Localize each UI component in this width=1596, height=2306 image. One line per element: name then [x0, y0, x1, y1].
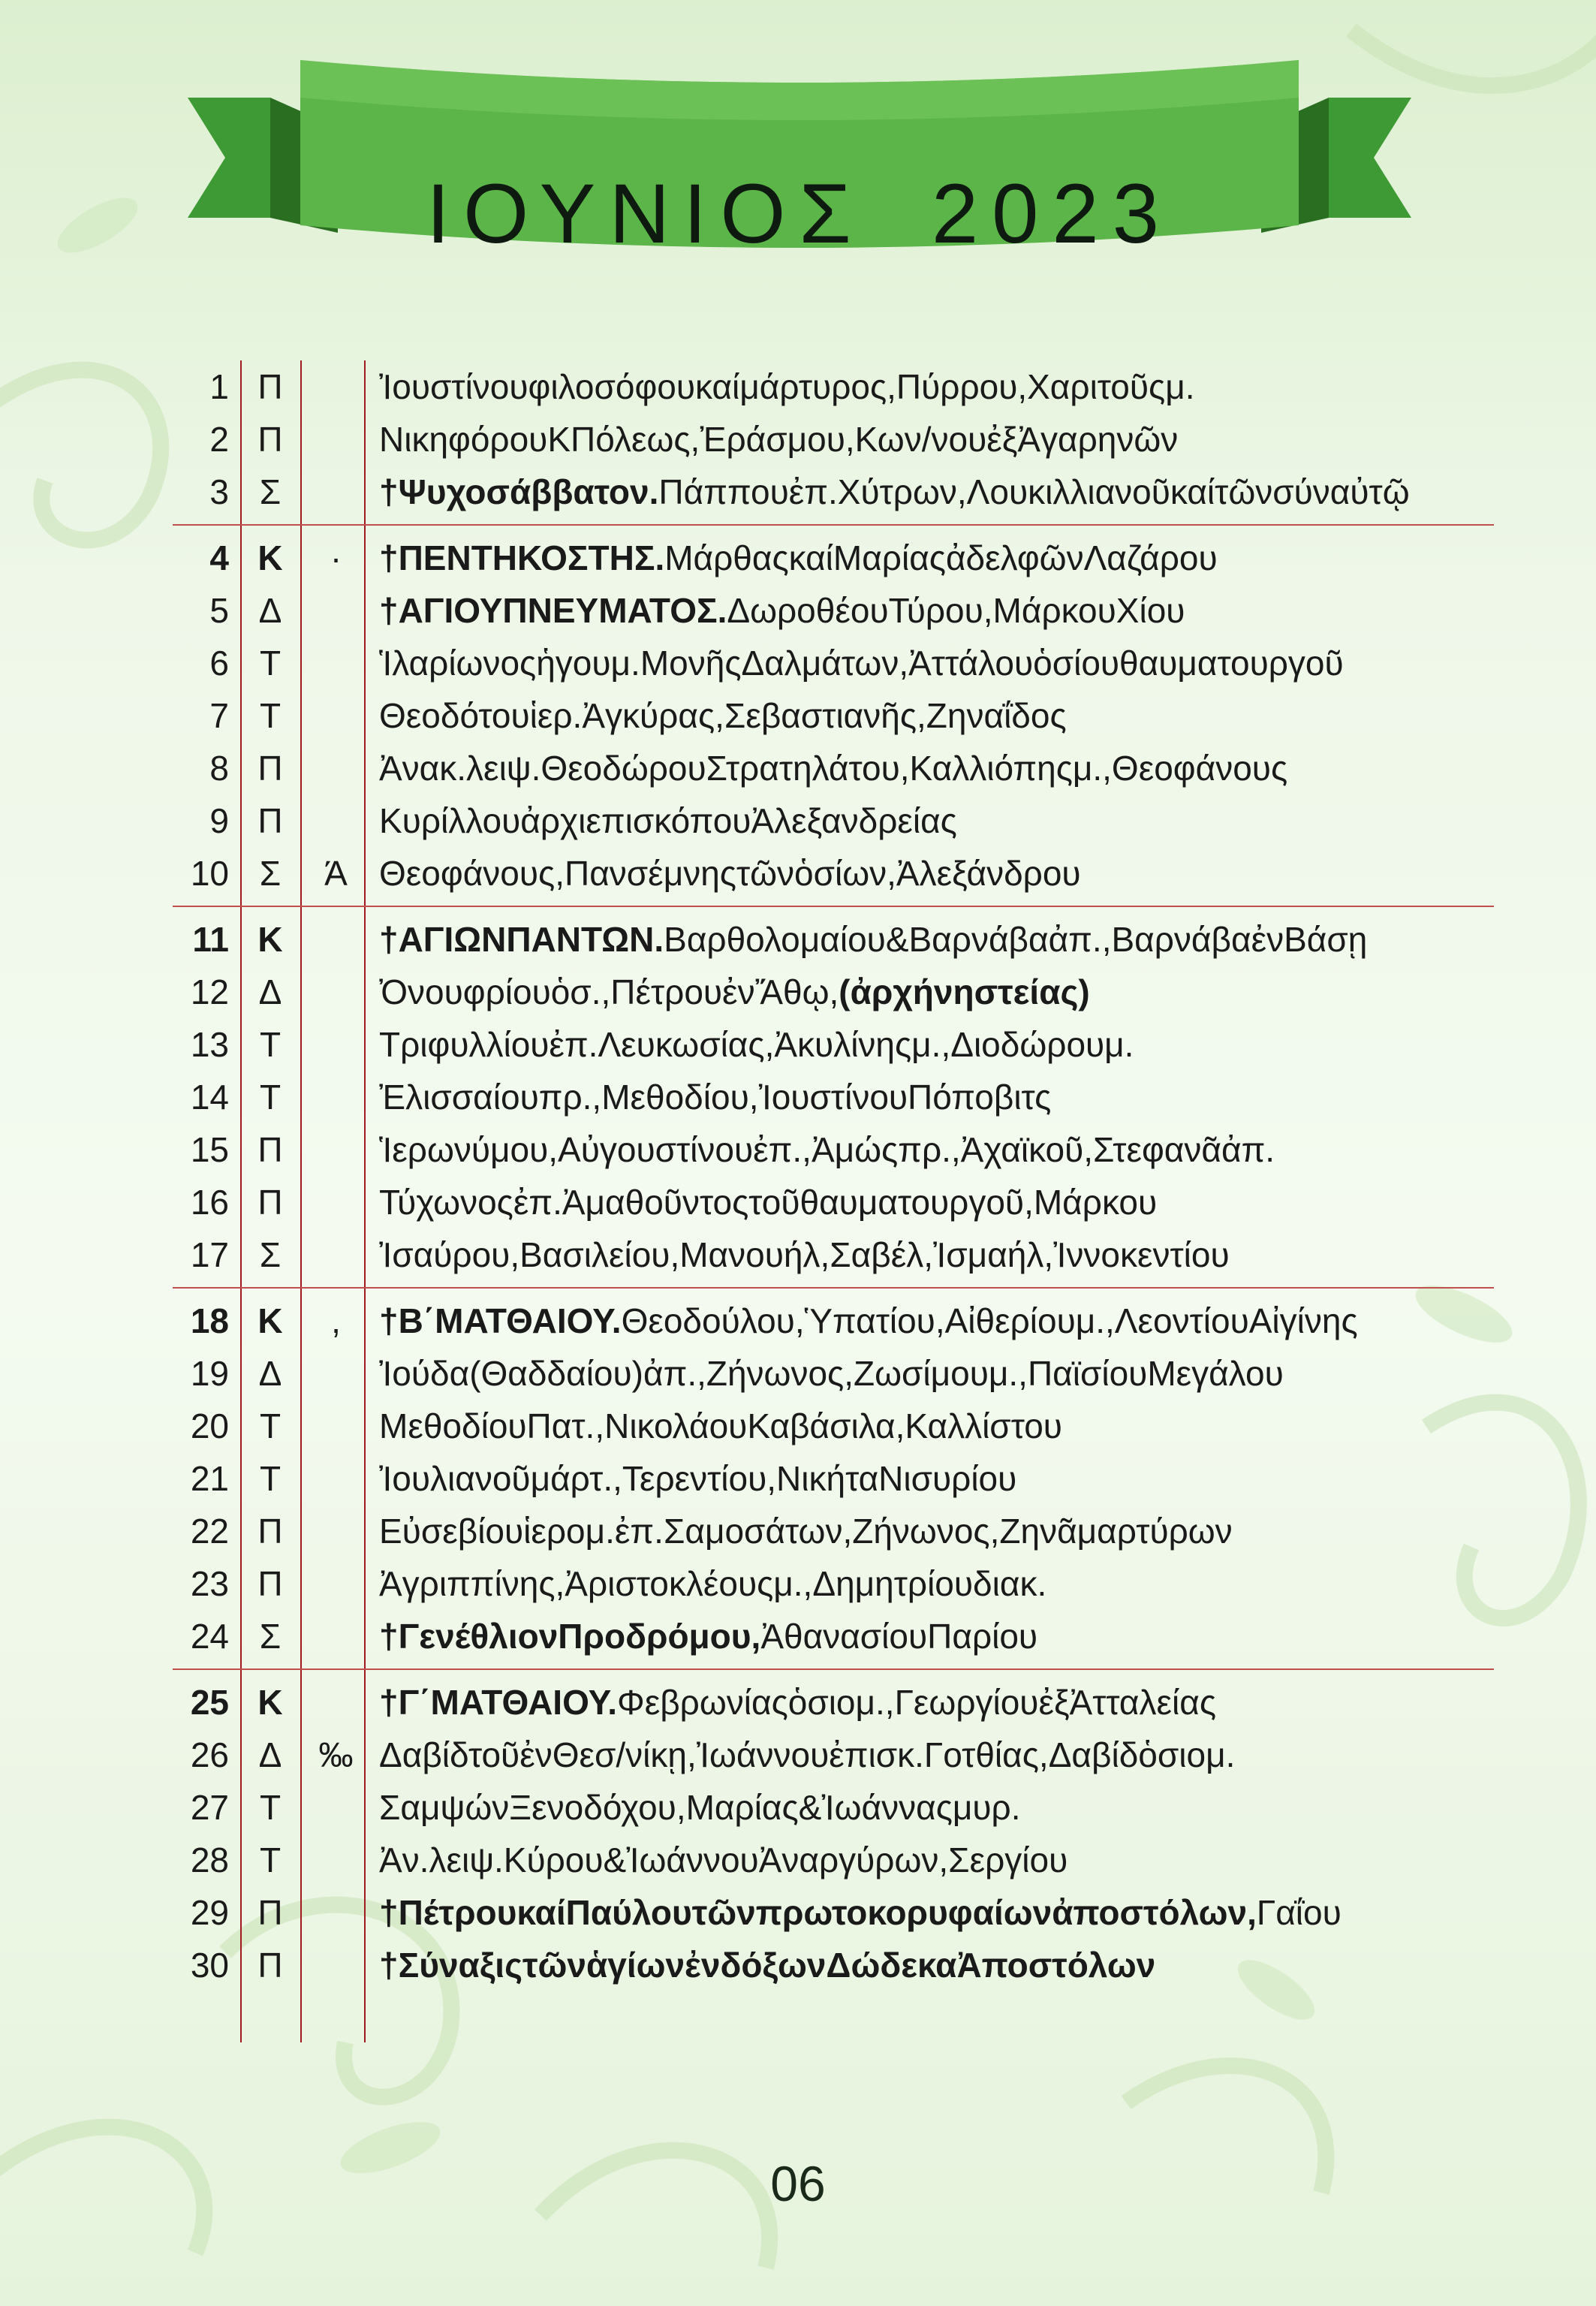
day-number: 5 — [209, 591, 229, 630]
saints-text — [372, 1682, 1216, 1723]
day-number: 2 — [209, 420, 229, 459]
weekday-letter: Σ — [259, 1235, 282, 1274]
day-row — [173, 794, 1494, 847]
feast-bold-text: †ΣύναξιςτῶνἁγίωνἐνδόξωνΔώδεκαἈποστόλων — [379, 1946, 1156, 1985]
day-number: 16 — [190, 1183, 229, 1222]
saints-text — [372, 1129, 1275, 1170]
saints-text — [372, 1787, 1021, 1828]
saints-names: Ἀγριππίνης,Ἀριστοκλέουςμ.,Δημητρίουδιακ. — [379, 1564, 1047, 1603]
saints-names: ΜεθοδίουΠατ.,ΝικολάουΚαβάσιλα,Καλλίστου — [379, 1406, 1062, 1445]
saints-names: Τριφυλλίουἐπ.Λευκωσίας,Ἀκυλίνηςμ.,Διοδώρουμ. — [379, 1025, 1134, 1064]
weekday-letter: Π — [257, 1183, 283, 1222]
weekday-letter: Δ — [258, 1354, 282, 1393]
feast-bold-text: †Β΄ΜΑΤΘΑΙΟΥ. — [379, 1301, 622, 1340]
weekday-letter: Τ — [259, 1025, 282, 1064]
saints-names: ΣαμψώνΞενοδόχου,Μαρίας&Ἰωάνναςμυρ. — [379, 1788, 1021, 1827]
weekday-letter: Τ — [259, 1406, 282, 1445]
saints-text — [372, 1301, 1358, 1341]
day-mark: Ά — [324, 854, 348, 893]
weekday-letter: Κ — [257, 920, 283, 959]
saints-names: Βαρθολομαίου&Βαρνάβαἀπ.,ΒαρνάβαἐνΒάσῃ — [664, 920, 1368, 959]
saints-text — [372, 1892, 1342, 1933]
weekday-letter: Τ — [259, 1788, 282, 1827]
day-row — [173, 466, 1494, 518]
day-number: 17 — [190, 1235, 229, 1274]
day-row — [173, 847, 1494, 900]
feast-bold-text: †Ψυχοσάββατον. — [379, 472, 659, 511]
day-number: 26 — [190, 1735, 229, 1774]
feast-bold-text: †Γ΄ΜΑΤΘΑΙΟΥ. — [379, 1683, 617, 1722]
saints-names: ἈθανασίουΠαρίου — [760, 1617, 1038, 1656]
day-row — [173, 1557, 1494, 1610]
day-row — [173, 966, 1494, 1018]
day-number: 29 — [190, 1893, 229, 1932]
weekday-letter: Τ — [259, 1459, 282, 1498]
day-number: 23 — [190, 1564, 229, 1603]
saints-names: Θεοδούλου,Ὑπατίου,Αἰθερίουμ.,ΛεοντίουΑἰγίνης — [621, 1301, 1358, 1340]
day-number: 24 — [190, 1617, 229, 1656]
weekday-letter: Π — [257, 1130, 283, 1169]
saints-text — [372, 643, 1344, 683]
weekday-letter: Σ — [259, 472, 282, 511]
weeks-container — [173, 360, 1494, 1991]
saints-text — [372, 472, 1410, 512]
day-row — [173, 1939, 1494, 1991]
week-group — [173, 1668, 1494, 1991]
day-row — [173, 1781, 1494, 1834]
day-row — [173, 1400, 1494, 1452]
saints-text — [372, 1511, 1233, 1551]
saints-names: Ἰούδα(Θαδδαίου)ἀπ.,Ζήνωνος,Ζωσίμουμ.,ΠαϊσίουΜεγάλου — [379, 1354, 1284, 1393]
saints-names: Ὀνουφρίουὁσ.,ΠέτρουἐνἌθῳ, — [379, 972, 839, 1011]
day-row — [173, 913, 1494, 966]
day-number: 30 — [190, 1946, 229, 1985]
saints-text — [372, 800, 957, 841]
feast-bold-suffix: (ἀρχήνηστείας) — [839, 972, 1090, 1011]
saints-text — [372, 1077, 1051, 1117]
day-row — [173, 584, 1494, 637]
saints-names: ΔωροθέουΤύρου,ΜάρκουΧίου — [727, 591, 1185, 630]
day-number: 11 — [192, 920, 229, 959]
day-number: 1 — [209, 367, 229, 406]
saints-names: Εὐσεβίουἱερομ.ἐπ.Σαμοσάτων,Ζήνωνος,Ζηνᾶμαρτύρων — [379, 1512, 1233, 1551]
saints-names: Ἱερωνύμου,Αὐγουστίνουἐπ.,Ἀμώςπρ.,Ἀχαϊκοῦ,Στεφανᾶἀπ. — [379, 1130, 1275, 1169]
saints-text — [372, 919, 1367, 960]
day-number: 25 — [190, 1683, 229, 1722]
weekday-letter: Δ — [258, 591, 282, 630]
saints-text — [372, 1458, 1016, 1499]
day-row — [173, 532, 1494, 584]
saints-names: Γαΐου — [1256, 1893, 1342, 1932]
saints-text — [372, 972, 1090, 1012]
day-row — [173, 1071, 1494, 1123]
saints-text — [372, 748, 1287, 788]
day-row — [173, 360, 1494, 413]
weekday-letter: Σ — [259, 1617, 282, 1656]
weekday-letter: Τ — [259, 1840, 282, 1879]
weekday-letter: Δ — [258, 1735, 282, 1774]
day-number: 15 — [190, 1130, 229, 1169]
weekday-letter: Π — [257, 1893, 283, 1932]
day-mark: , — [331, 1301, 341, 1340]
saints-text — [372, 1840, 1068, 1880]
weekday-letter: Κ — [257, 1301, 283, 1340]
year-label: 2023 — [931, 167, 1173, 261]
saints-names: Θεοδότουἱερ.Ἀγκύρας,Σεβαστιανῆς,Ζηναΐδος — [379, 696, 1067, 735]
day-row — [173, 742, 1494, 794]
day-row — [173, 1886, 1494, 1939]
weekday-letter: Δ — [258, 972, 282, 1011]
month-label: ΙΟΥΝΙΟΣ — [426, 167, 865, 261]
saints-text — [372, 1024, 1134, 1065]
weekday-letter: Π — [257, 1946, 283, 1985]
saints-text — [372, 538, 1218, 578]
saints-text — [372, 1945, 1155, 1985]
weekday-letter: Π — [257, 801, 283, 840]
feast-bold-text: †ΓενέθλιονΠροδρόμου, — [379, 1617, 761, 1656]
feast-bold-text: †ΑΓΙΩΝΠΑΝΤΩΝ. — [379, 920, 664, 959]
weekday-letter: Π — [257, 420, 283, 459]
weekday-letter: Π — [257, 367, 283, 406]
saints-names: Ἱλαρίωνοςἡγουμ.ΜονῆςΔαλμάτων,Ἀττάλουὁσίουθαυματουργοῦ — [379, 644, 1344, 683]
saints-names: Ἀνακ.λειψ.ΘεοδώρουΣτρατηλάτου,Καλλιόπηςμ.,Θεοφάνους — [379, 749, 1288, 788]
weekday-letter: Π — [257, 1564, 283, 1603]
day-row — [173, 1610, 1494, 1662]
day-row — [173, 1729, 1494, 1781]
weekday-letter: Τ — [259, 696, 282, 735]
saints-names: Πάππουἐπ.Χύτρων,Λουκιλλιανοῦκαίτῶνσύναὐτῷ — [658, 472, 1410, 511]
weekday-letter: Κ — [257, 1683, 283, 1722]
saints-names: Φεβρωνίαςὁσιομ.,ΓεωργίουἐξἈτταλείας — [617, 1683, 1217, 1722]
day-row — [173, 1295, 1494, 1347]
weekday-letter: Κ — [257, 538, 283, 577]
day-row — [173, 1018, 1494, 1071]
saints-names: ΔαβίδτοῦἐνΘεσ/νίκῃ,Ἰωάννουἐπισκ.Γοτθίας,Δαβίδὁσιομ. — [379, 1735, 1236, 1774]
saints-names: Θεοφάνους,Πανσέμνηςτῶνὁσίων,Ἀλεξάνδρου — [379, 854, 1081, 893]
day-row — [173, 1176, 1494, 1228]
day-row — [173, 1347, 1494, 1400]
day-number: 3 — [209, 472, 229, 511]
day-number: 4 — [209, 538, 229, 577]
saints-text — [372, 1563, 1046, 1604]
saints-text — [372, 1616, 1037, 1656]
saints-text — [372, 1234, 1230, 1275]
weekday-letter: Σ — [259, 854, 282, 893]
day-row — [173, 1452, 1494, 1505]
day-number: 20 — [190, 1406, 229, 1445]
saints-names: Ἐλισσαίουπρ.,Μεθοδίου,ἸουστίνουΠόποβιτς — [379, 1078, 1052, 1117]
title-banner — [188, 53, 1411, 263]
saints-names: Ἰσαύρου,Βασιλείου,Μανουήλ,Σαβέλ,Ἰσμαήλ,Ἰννοκεντίου — [379, 1235, 1230, 1274]
day-row — [173, 1228, 1494, 1281]
week-group — [173, 1287, 1494, 1662]
day-row — [173, 1123, 1494, 1176]
week-group — [173, 906, 1494, 1281]
day-number: 18 — [190, 1301, 229, 1340]
day-number: 9 — [209, 801, 229, 840]
saints-text — [372, 1353, 1284, 1394]
day-number: 10 — [190, 854, 229, 893]
day-number: 6 — [209, 644, 229, 683]
day-number: 21 — [190, 1459, 229, 1498]
saints-names: Ἰουλιανοῦμάρτ.,Τερεντίου,ΝικήταΝισυρίου — [379, 1459, 1017, 1498]
day-mark: ‰ — [318, 1735, 354, 1774]
weekday-letter: Π — [257, 749, 283, 788]
saints-text — [372, 366, 1195, 407]
banner-title — [188, 165, 1411, 262]
day-number: 28 — [190, 1840, 229, 1879]
saints-text — [372, 590, 1185, 631]
day-row — [173, 689, 1494, 742]
day-number: 13 — [190, 1025, 229, 1064]
day-number: 22 — [190, 1512, 229, 1551]
weekday-letter: Τ — [259, 644, 282, 683]
saints-names: Ἰουστίνουφιλοσόφουκαίμάρτυρος,Πύρρου,Χαριτοῦςμ. — [379, 367, 1195, 406]
day-number: 12 — [190, 972, 229, 1011]
day-row — [173, 1676, 1494, 1729]
weekday-letter: Τ — [259, 1078, 282, 1117]
day-row — [173, 637, 1494, 689]
day-row — [173, 413, 1494, 466]
feast-bold-text: †ΠέτρουκαίΠαύλουτῶνπρωτοκορυφαίωνἀποστόλων, — [379, 1893, 1257, 1932]
day-number: 27 — [190, 1788, 229, 1827]
saints-text — [372, 853, 1081, 894]
saints-text — [372, 1735, 1235, 1775]
day-number: 8 — [209, 749, 229, 788]
weekday-letter: Π — [257, 1512, 283, 1551]
saints-names: ΝικηφόρουΚΠόλεως,Ἐράσμου,Κων/νουἐξἈγαρηνῶν — [379, 420, 1179, 459]
day-number: 14 — [190, 1078, 229, 1117]
saints-text — [372, 419, 1178, 460]
day-row — [173, 1505, 1494, 1557]
feast-bold-text: †ΑΓΙΟΥΠΝΕΥΜΑΤΟΣ. — [379, 591, 727, 630]
saints-names: ΜάρθαςκαίΜαρίαςἀδελφῶνΛαζάρου — [664, 538, 1218, 577]
saints-names: Τύχωνοςἐπ.Ἀμαθοῦντοςτοῦθαυματουργοῦ,Μάρκου — [379, 1183, 1158, 1222]
saints-text — [372, 1406, 1062, 1446]
day-number: 7 — [209, 696, 229, 735]
saints-names: ΚυρίλλουἀρχιεπισκόπουἈλεξανδρείας — [379, 801, 957, 840]
feast-bold-text: †ΠΕΝΤΗΚΟΣΤΗΣ. — [379, 538, 665, 577]
day-mark: · — [330, 538, 342, 577]
week-group — [173, 360, 1494, 518]
day-number: 19 — [190, 1354, 229, 1393]
saints-text — [372, 695, 1067, 736]
calendar-table — [173, 360, 1494, 1991]
saints-names: Ἀν.λειψ.Κύρου&ἸωάννουἈναργύρων,Σεργίου — [379, 1840, 1068, 1879]
saints-text — [372, 1182, 1157, 1222]
week-group — [173, 524, 1494, 900]
page-number: 06 — [770, 2156, 826, 2211]
day-row — [173, 1834, 1494, 1886]
